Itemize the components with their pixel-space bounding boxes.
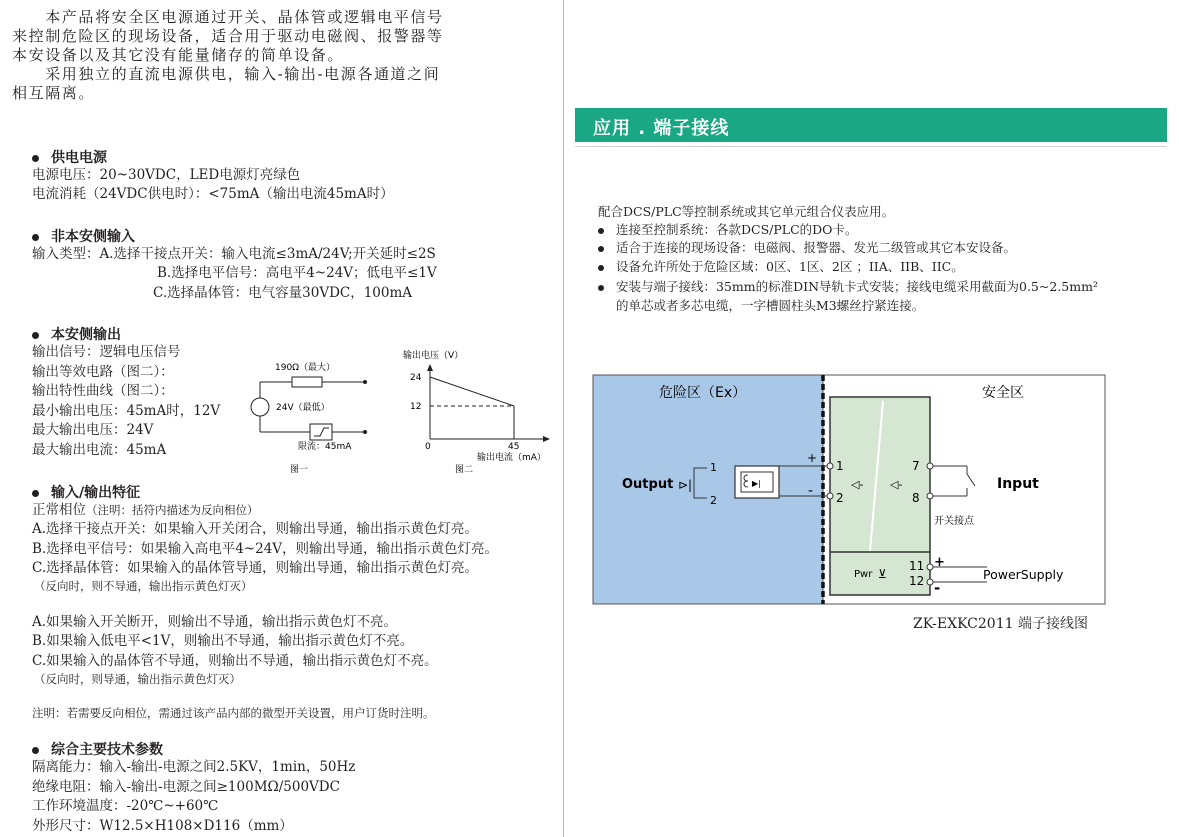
safe-zone-label: 安全区 [982,385,1024,401]
source-label: 24V（最低） [276,403,330,413]
intro-line-4: 采用独立的直流电源供电，输入-输出-电源各通道之间 [12,65,441,83]
x-tick-45: 45 [508,442,520,452]
specs-heading: 综合主要技术参数 [32,739,163,759]
column-divider [563,0,564,837]
terminal-7: 7 [912,459,920,473]
bullet-icon [598,265,604,271]
signal-arrow-icon: ◁‑ [851,478,864,491]
power-plus: + [934,555,945,570]
signal-arrow-icon: ◁‑ [890,478,903,491]
device-plus: + [807,451,818,465]
bullet-icon [32,490,39,497]
terminal-12: 12 [909,574,925,588]
section-banner [575,108,1167,142]
output-line-1: 输出信号：逻辑电压信号 [32,344,181,360]
output-line-3: 输出特性曲线（图二）： [32,383,174,399]
application-bullet-4: 安装与端子接线：35mm的标准DIN导轨卡式安装；接线电缆采用截面为0.5~2.5mm² [598,277,1098,296]
pwr-led-icon: ⊻ [878,567,887,581]
io-a2: A.如果输入开关断开，则输出不导通，输出指示黄色灯不亮。 [32,614,398,630]
input-line-3: C.选择晶体管：电气容量30VDC，100mA [153,285,413,301]
device-minus: - [808,483,814,499]
output-term-1: 1 [710,461,717,474]
power-line-1: 电源电压：20~30VDC，LED电源灯亮绿色 [32,167,301,183]
output-curve-figure [400,345,560,477]
application-bullet-2: 适合于连接的现场设备：电磁阀、报警器、发光二级管或其它本安设备。 [598,238,1016,257]
terminal-11: 11 [909,559,925,573]
x-axis-label: 输出电流（mA） [477,453,546,463]
limit-label: 限流：45mA [298,442,352,452]
io-c2: C.如果输入的晶体管不导通，则输出不导通，输出指示黄色灯不亮。 [32,653,438,669]
banner-underline [575,146,1167,147]
intro-line-2: 来控制危险区的现场设备，适合用于驱动电磁阀、报警器等 [12,27,444,45]
bullet-icon [32,332,39,339]
terminal-8: 8 [912,491,920,505]
bullet-icon [32,234,39,241]
power-supply-label: PowerSupply [983,567,1064,582]
resistor-icon [292,377,322,387]
io-a1: A.选择干接点开关：如果输入开关闭合，则输出导通，输出指示黄色灯亮。 [32,521,479,537]
voltage-source-icon [251,398,269,416]
bullet-icon [32,747,39,754]
output-line-4: 最小输出电压：45mA时，12V [32,403,221,419]
io-b2: B.如果输入低电平<1V，则输出不导通，输出指示黄色灯不亮。 [32,633,414,649]
bullet-icon [598,285,604,291]
intro-line-1: 本产品将安全区电源通过开关、晶体管或逻辑电平信号 [12,8,444,26]
io-heading: 输入/输出特征 [32,482,140,502]
output-curve-line [430,377,514,406]
y-tick-12: 12 [410,402,422,412]
fig2-caption: 图二 [455,465,474,475]
specs-line-4: 外形尺寸：W12.5×H108×D116（mm） [32,818,293,834]
application-bullet-4-cont: 的单芯或者多芯电缆，一字槽圆柱头M3螺丝拧紧连接。 [616,298,925,313]
fig1-caption: 图一 [290,465,309,475]
led-output-icon: ⊳| [678,478,693,492]
input-heading: 非本安侧输入 [32,226,135,246]
io-r1: （反向时，则不导通，输出指示黄色灯灭） [34,579,253,593]
y-axis-label: 输出电压（V） [403,351,464,361]
application-bullet-1: 连接至控制系统：各款DCS/PLC的DO卡。 [598,220,857,239]
power-heading: 供电电源 [32,147,107,167]
banner-title: 应用 . 端子接线 [593,118,730,139]
power-minus: - [934,579,941,597]
input-label: Input [997,476,1039,492]
bullet-icon [598,228,604,234]
output-term-2: 2 [710,494,717,507]
pwr-label: Pwr [854,569,873,580]
x-tick-0: 0 [425,442,431,452]
y-tick-24: 24 [410,373,422,383]
io-phase: 正常相位（注明：括符内描述为反向相位） [32,502,259,518]
intro-line-5: 相互隔离。 [12,84,96,102]
io-r2: （反向时，则导通，输出指示黄色灯灭） [34,672,241,686]
equivalent-circuit-figure [240,352,390,477]
input-line-1: 输入类型：A.选择干接点开关：输入电流≤3mA/24V;开关延时≤2S [32,246,436,262]
hazard-zone-label: 危险区（Ex） [659,385,747,401]
bullet-icon [598,246,604,252]
diagram-caption: ZK-EXKC2011 端子接线图 [913,616,1088,632]
output-line-2: 输出等效电路（图二）： [32,364,174,380]
input-line-2: B.选择电平信号：高电平4~24V；低电平≤1V [157,265,437,281]
current-limiter-icon [310,424,332,440]
output-line-5: 最大输出电压：24V [32,422,154,438]
specs-line-3: 工作环境温度：-20℃~+60℃ [32,798,219,814]
wiring-diagram [592,374,1106,608]
application-bullet-3: 设备允许所处于危险区域：0区、1区、2区 ；IIA、IIB、IIC。 [598,257,964,276]
io-b1: B.选择电平信号：如果输入高电平4~24V，则输出导通，输出指示黄色灯亮。 [32,541,499,557]
terminal-2: 2 [836,491,844,505]
output-line-6: 最大输出电流：45mA [32,442,167,458]
io-note: 注明：若需要反向相位，需通过该产品内部的微型开关设置，用户订货时注明。 [32,706,435,720]
bullet-icon [32,155,39,162]
output-heading: 本安侧输出 [32,324,121,344]
intro-line-3: 本安设备以及其它没有能量储存的简单设备。 [12,46,345,64]
resistor-label: 190Ω（最大） [275,363,336,373]
application-intro: 配合DCS/PLC等控制系统或其它单元组合仪表应用。 [598,204,895,219]
specs-line-1: 隔离能力：输入-输出-电源之间2.5KV，1min，50Hz [32,759,356,775]
svg-text:▶|: ▶| [752,479,761,488]
output-label: Output [622,477,674,492]
power-line-2: 电流消耗（24VDC供电时）：<75mA（输出电流45mA时） [32,186,394,202]
specs-line-2: 绝缘电阻：输入-输出-电源之间≥100MΩ/500VDC [32,779,340,795]
terminal-1: 1 [836,459,844,473]
switch-label: 开关接点 [934,516,974,527]
io-c1: C.选择晶体管：如果输入的晶体管导通，则输出导通，输出指示黄色灯亮。 [32,560,479,576]
